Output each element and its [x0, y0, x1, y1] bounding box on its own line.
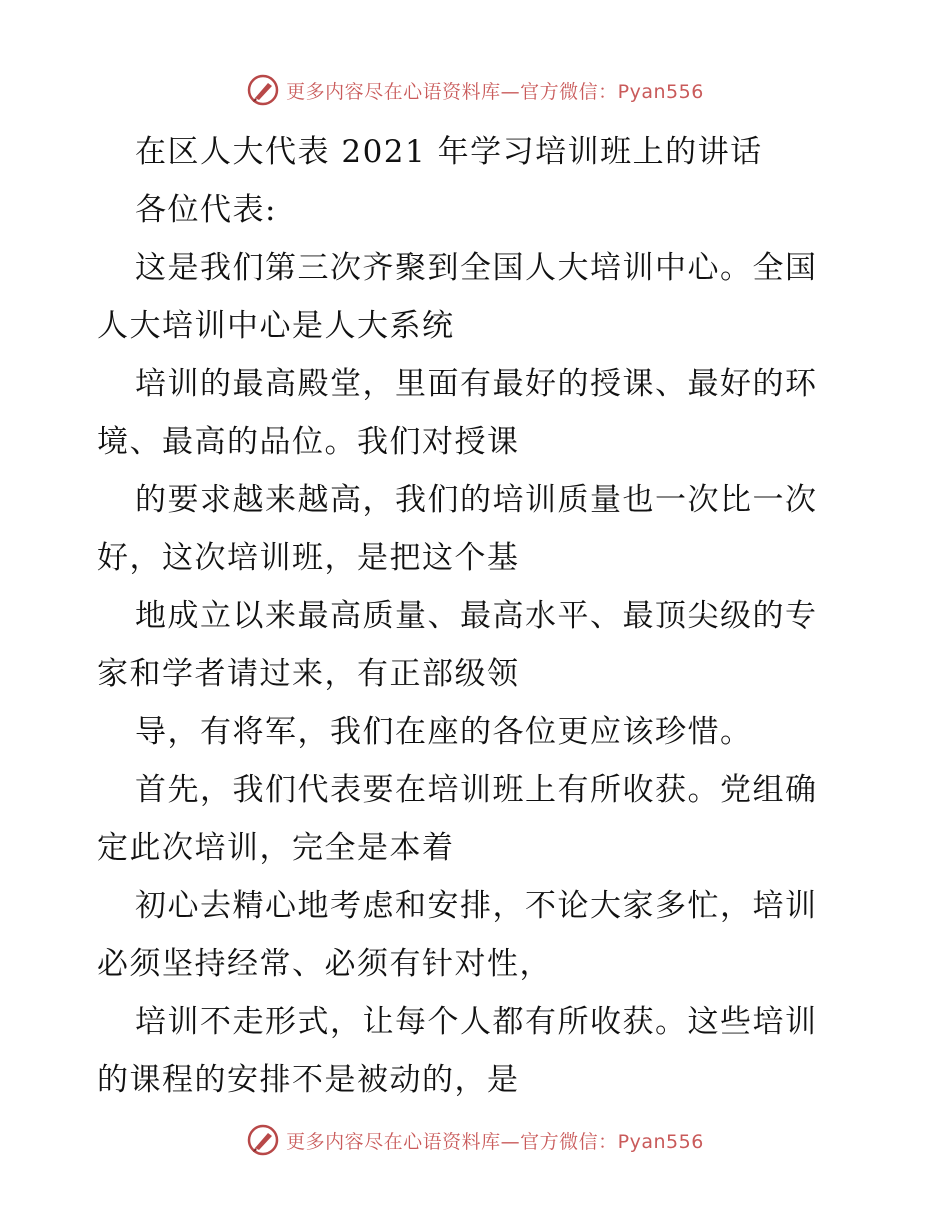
paragraph-line: 家和学者请过来，有正部级领 — [97, 656, 520, 692]
paragraph-line: 这是我们第三次齐聚到全国人大培训中心。全国 — [135, 250, 818, 286]
pen-logo-icon — [246, 73, 280, 107]
pen-logo-icon — [246, 1123, 280, 1157]
paragraph-line: 必须坚持经常、必须有针对性， — [97, 946, 552, 982]
paragraph-line: 的要求越来越高，我们的培训质量也一次比一次 — [135, 482, 818, 518]
paragraph-line: 首先，我们代表要在培训班上有所收获。党组确 — [135, 772, 818, 808]
paragraph-line: 定此次培训，完全是本着 — [97, 830, 455, 866]
document-body — [97, 123, 857, 1109]
salutation: 各位代表: — [135, 192, 277, 228]
paragraph-line: 地成立以来最高质量、最高水平、最顶尖级的专 — [135, 598, 818, 634]
paragraph-line: 境、最高的品位。我们对授课 — [97, 424, 520, 460]
header-banner — [0, 70, 950, 110]
paragraph-line: 好，这次培训班，是把这个基 — [97, 540, 520, 576]
document-title: 在区人大代表 2021 年学习培训班上的讲话 — [135, 134, 763, 170]
paragraph-line: 的课程的安排不是被动的，是 — [97, 1062, 520, 1098]
paragraph-line: 培训的最高殿堂，里面有最好的授课、最好的环 — [135, 366, 818, 402]
paragraph-line: 培训不走形式，让每个人都有所收获。这些培训 — [135, 1004, 818, 1040]
paragraph-line: 初心去精心地考虑和安排，不论大家多忙，培训 — [135, 888, 818, 924]
paragraph-line: 人大培训中心是人大系统 — [97, 308, 455, 344]
paragraph-line: 导，有将军，我们在座的各位更应该珍惜。 — [135, 714, 753, 750]
banner-text: 更多内容尽在心语资料库—官方微信：Pyan556 — [286, 1130, 704, 1153]
banner-text: 更多内容尽在心语资料库—官方微信：Pyan556 — [286, 80, 704, 103]
footer-banner — [0, 1120, 950, 1160]
